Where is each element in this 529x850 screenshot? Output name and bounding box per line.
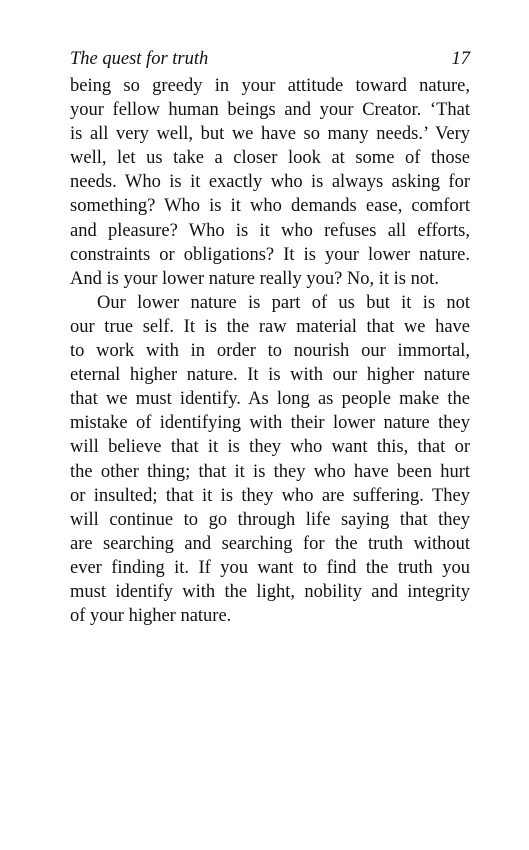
chapter-title: The quest for truth bbox=[70, 49, 209, 69]
body-text bbox=[70, 74, 470, 628]
text-line: mistake of identifying with their lower nature they bbox=[70, 413, 470, 434]
text-line: Our lower nature is part of us but it is not bbox=[97, 292, 470, 313]
text-line: being so greedy in your attitude toward nature, bbox=[70, 76, 470, 96]
text-line: is all very well, but we have so many needs.’ Very bbox=[70, 124, 470, 145]
text-line: ever finding it. If you want to find the truth you bbox=[70, 557, 470, 578]
text-line: are searching and searching for the truth without bbox=[70, 533, 470, 554]
text-line: the other thing; that it is they who have been hurt bbox=[70, 461, 470, 482]
text-line: to work with in order to nourish our immortal, bbox=[70, 341, 470, 362]
page-number: 17 bbox=[451, 49, 470, 69]
text-line: needs. Who is it exactly who is always asking for bbox=[70, 172, 470, 193]
running-header bbox=[70, 47, 470, 71]
text-line: something? Who is it who demands ease, comfort bbox=[70, 196, 470, 217]
paragraph-2 bbox=[70, 291, 470, 628]
text-line: and pleasure? Who is it who refuses all efforts, bbox=[70, 220, 470, 241]
text-line: And is your lower nature really you? No, it is not. bbox=[70, 268, 439, 289]
text-line: eternal higher nature. It is with our higher nature bbox=[70, 365, 470, 386]
text-line: our true self. It is the raw material that we have bbox=[70, 316, 470, 337]
text-line: or insulted; that it is they who are suffering. They bbox=[70, 485, 470, 506]
text-line: will continue to go through life saying that they bbox=[70, 509, 470, 530]
text-line: will believe that it is they who want this, that or bbox=[70, 437, 470, 458]
text-line: well, let us take a closer look at some of those bbox=[70, 148, 470, 169]
text-line: that we must identify. As long as people make the bbox=[70, 389, 470, 410]
text-line: of your higher nature. bbox=[70, 606, 232, 627]
text-line: constraints or obligations? It is your lower nature. bbox=[70, 244, 470, 265]
text-line: your fellow human beings and your Creator. ‘That bbox=[70, 100, 470, 121]
text-line: must identify with the light, nobility and integrity bbox=[70, 581, 470, 602]
paragraph-1 bbox=[70, 74, 470, 291]
